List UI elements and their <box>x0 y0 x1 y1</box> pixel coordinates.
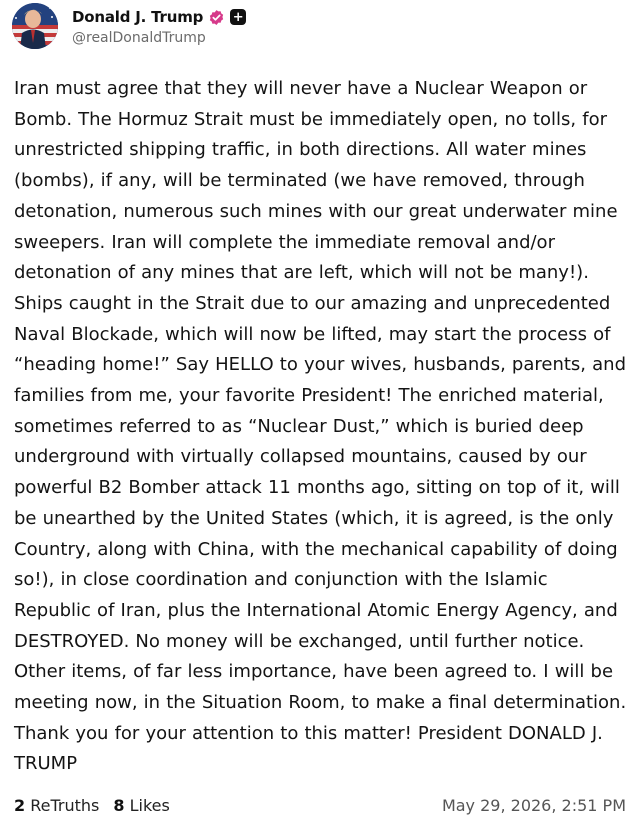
name-row <box>72 6 246 28</box>
avatar[interactable] <box>12 3 58 49</box>
post-timestamp[interactable]: May 29, 2026, 2:51 PM <box>441 795 626 815</box>
author-handle[interactable]: @realDonaldTrump <box>72 30 206 46</box>
verified-badge-icon <box>208 9 225 26</box>
likes-stat[interactable] <box>113 796 169 815</box>
plus-badge-icon: + <box>230 9 246 25</box>
retruths-count: 2 <box>14 795 26 815</box>
post-text: Iran must agree that they will never have a Nuclear Weapon or Bomb. The Hormuz Strait must be immediately open, no tolls, for unrestricted shipping traffic, in both directions. All water mines (bombs), if any, will be terminated (we have removed, through detonation, numerous such mines with our great underwater mine sweepers. Iran will complete the immediate removal and/or detonation of any mines that are left, which will not be many!). Ships caught in the Strait due to our amazing and unprecedented Naval Blockade, which will now be lifted, may start the process of “heading home!” Say HELLO to your wives, husbands, parents, and families from me, your favorite President! The enriched material, sometimes referred to as “Nuclear Dust,” which is buried deep underground with virtually collapsed mountains, caused by our powerful B2 Bomber attack 11 months ago, sitting on top of it, will be unearthed by the United States (which, it is agreed, is the only Country, along with China, with the mechanical capability of doing so!), in close coordination and conjunction with the Islamic Republic of Iran, plus the International Atomic Energy Agency, and DESTROYED. No money will be exchanged, until further notice. Other items, of far less importance, have been agreed to. I will be meeting now, in the Situation Room, to make a final determination. Thank you for your attention to this matter! President DONALD J. TRUMP <box>14 78 627 775</box>
likes-count: 8 <box>113 795 125 815</box>
author-info <box>72 6 246 46</box>
retruths-stat[interactable] <box>14 796 99 815</box>
post-footer <box>14 792 626 818</box>
retruths-label: ReTruths <box>30 795 100 815</box>
post-header <box>12 2 246 50</box>
likes-label: Likes <box>129 795 170 815</box>
post-stats <box>14 796 184 815</box>
avatar-image <box>12 3 58 49</box>
author-display-name[interactable]: Donald J. Trump <box>72 8 204 26</box>
